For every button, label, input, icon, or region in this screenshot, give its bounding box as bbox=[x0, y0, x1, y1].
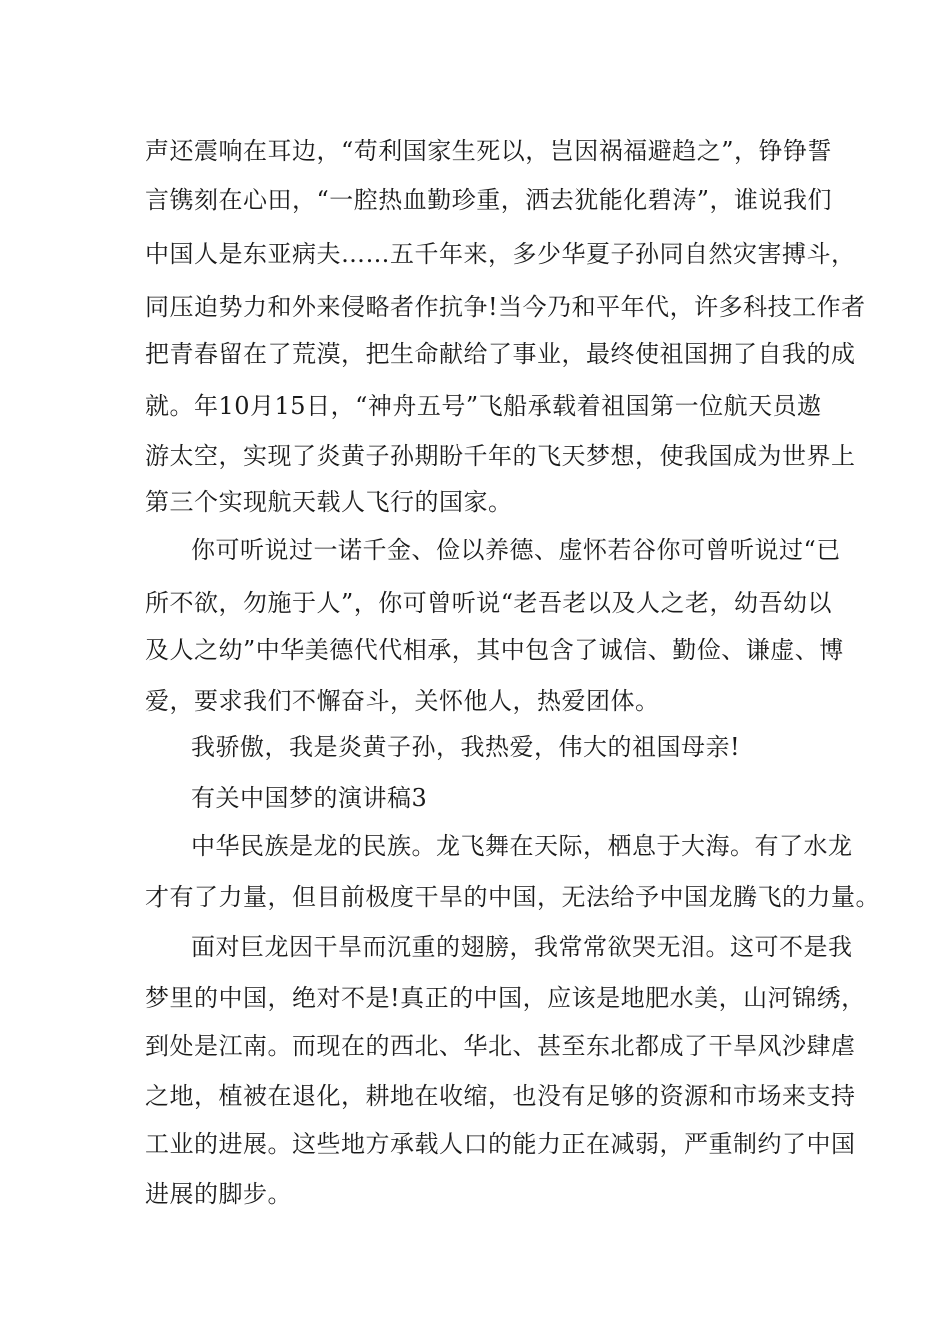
section-heading: 有关中国梦的演讲稿3 bbox=[191, 784, 428, 812]
text-line: 把青春留在了荒漠，把生命献给了事业，最终使祖国拥了自我的成 bbox=[145, 340, 856, 368]
text-line: 到处是江南。而现在的西北、华北、甚至东北都成了干旱风沙肆虐 bbox=[145, 1032, 856, 1060]
text-line: 梦里的中国，绝对不是!真正的中国，应该是地肥水美，山河锦绣， bbox=[145, 984, 866, 1012]
text-line: 言镌刻在心田，“一腔热血勤珍重，洒去犹能化碧涛”，谁说我们 bbox=[145, 186, 833, 214]
text-line: 面对巨龙因干旱而沉重的翅膀，我常常欲哭无泪。这可不是我 bbox=[191, 933, 853, 961]
text-line: 进展的脚步。 bbox=[145, 1180, 292, 1208]
text-line: 及人之幼”中华美德代代相承，其中包含了诚信、勤俭、谦虚、博 bbox=[145, 636, 844, 664]
text-line: 之地，植被在退化，耕地在收缩，也没有足够的资源和市场来支持 bbox=[145, 1082, 856, 1110]
text-line: 就。年10月15日，“神舟五号”飞船承载着祖国第一位航天员遨 bbox=[145, 392, 822, 420]
text-line: 游太空，实现了炎黄子孙期盼千年的飞天梦想，使我国成为世界上 bbox=[145, 442, 856, 470]
text-line: 才有了力量，但目前极度干旱的中国，无法给予中国龙腾飞的力量。 bbox=[145, 883, 880, 911]
text-line: 中华民族是龙的民族。龙飞舞在天际，栖息于大海。有了水龙 bbox=[191, 832, 853, 860]
text-line: 同压迫势力和外来侵略者作抗争!当今乃和平年代，许多科技工作者 bbox=[145, 293, 866, 321]
text-line: 你可听说过一诺千金、俭以养德、虚怀若谷你可曾听说过“已 bbox=[191, 536, 841, 564]
text-line: 我骄傲，我是炎黄子孙，我热爱，伟大的祖国母亲! bbox=[191, 733, 741, 761]
text-line: 声还震响在耳边，“苟利国家生死以，岂因祸福避趋之”，铮铮誓 bbox=[145, 137, 833, 165]
text-line: 第三个实现航天载人飞行的国家。 bbox=[145, 488, 513, 516]
text-line: 爱，要求我们不懈奋斗，关怀他人，热爱团体。 bbox=[145, 687, 660, 715]
text-line: 中国人是东亚病夫……五千年来，多少华夏子孙同自然灾害搏斗， bbox=[145, 240, 856, 268]
text-line: 工业的进展。这些地方承载人口的能力正在减弱，严重制约了中国 bbox=[145, 1130, 856, 1158]
text-line: 所不欲，勿施于人”，你可曾听说“老吾老以及人之老，幼吾幼以 bbox=[145, 589, 833, 617]
